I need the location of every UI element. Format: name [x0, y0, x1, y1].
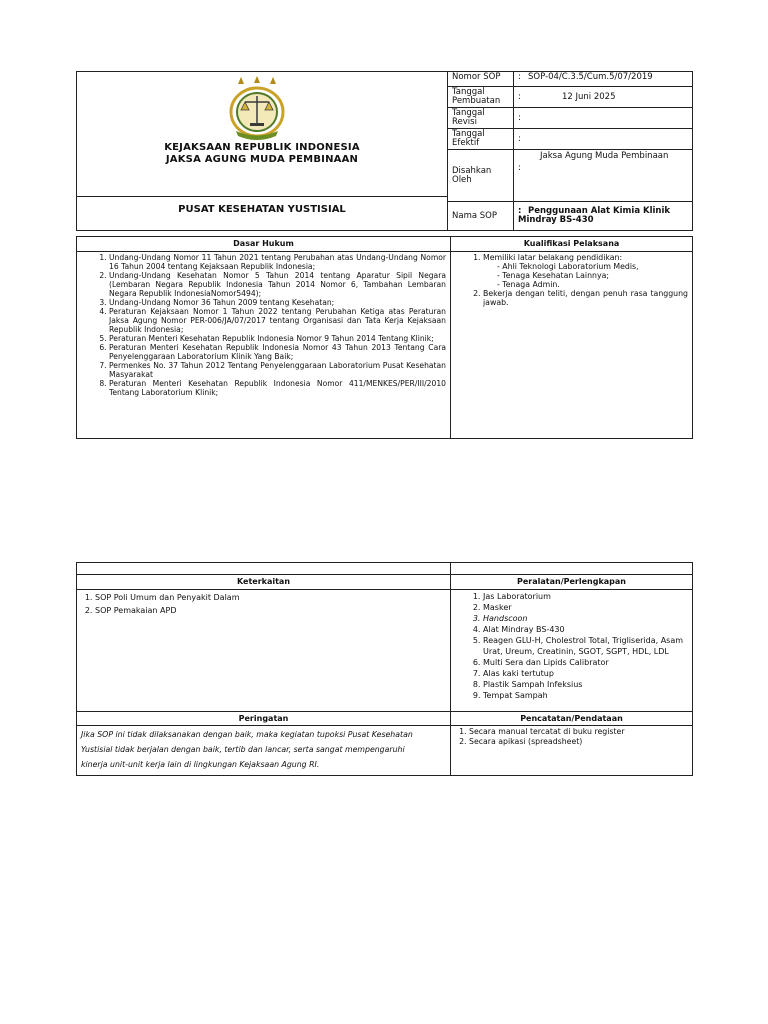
field-label-disahkan-oleh: Disahkan Oleh	[448, 150, 514, 202]
list-item: 2. Masker	[483, 602, 688, 613]
list-item: 8. Plastik Sampah Infeksius	[483, 679, 688, 690]
legal-basis-table	[76, 236, 693, 439]
related-info-table	[76, 562, 693, 776]
list-item: 1. Jas Laboratorium	[483, 591, 688, 602]
peringatan-header: Peringatan	[77, 711, 451, 726]
unit-name-divider	[76, 196, 448, 197]
list-item: 1. Secara manual tercatat di buku register	[469, 727, 688, 737]
keterkaitan-list-cell	[77, 589, 451, 711]
list-item: 5. Reagen GLU-H, Cholestrol Total, Trigliserida, Asam Urat, Ureum, Creatinin, SGOT, SGPT, HDL, LDL	[483, 635, 688, 657]
list-item: 7. Permenkes No. 37 Tahun 2012 Tentang Penyelenggaraan Laboratorium Pusat Kesehatan Masyarakat	[109, 361, 446, 379]
list-item: 9. Tempat Sampah	[483, 690, 688, 701]
field-label-nomor-sop: Nomor SOP	[448, 72, 514, 87]
pencatatan-list-cell	[451, 726, 693, 776]
list-item: - Tenaga Admin.	[497, 280, 688, 289]
peralatan-header: Peralatan/Perlengkapan	[451, 575, 693, 590]
list-item: 1. SOP Poli Umum dan Penyakit Dalam	[95, 591, 446, 604]
field-label-tanggal-efektif: Tanggal Efektif	[448, 129, 514, 150]
kualifikasi-list-cell	[451, 252, 693, 439]
pencatatan-header: Pencatatan/Pendataan	[451, 711, 693, 726]
field-value-tanggal-efektif: :	[514, 129, 693, 150]
field-value-tanggal-revisi: :	[514, 108, 693, 129]
peringatan-text: Jika SOP ini tidak dilaksanakan dengan baik, maka kegiatan tupoksi Pusat Kesehatan Yustisial tidak berjalan dengan baik, tertib dan lancar, serta sangat mempengaruhi kinerja unit-unit kerja lain di lingkungan Kejaksaan Agung RI.	[77, 726, 451, 776]
list-item: 6. Multi Sera dan Lipids Calibrator	[483, 657, 688, 668]
list-item: 6. Peraturan Menteri Kesehatan Republik Indonesia Nomor 43 Tahun 2013 Tentang Cara Penyelenggaraan Laboratorium Klinik Yang Baik;	[109, 343, 446, 361]
list-item: - Tenaga Kesehatan Lainnya;	[497, 271, 688, 280]
list-item: 2. Secara apikasi (spreadsheet)	[469, 737, 688, 747]
list-item: 2. Undang-Undang Kesehatan Nomor 5 Tahun 2014 tentang Aparatur Sipil Negara (Lembaran Negara Republik Indonesia Tahun 2014 Nomor 6, Tambahan Lembaran Negara Republik IndonesiaNomor5494);	[109, 271, 446, 298]
field-value-disahkan-oleh: Jaksa Agung Muda Pembinaan :	[514, 150, 693, 202]
list-item: 1. Memiliki latar belakang pendidikan: - Ahli Teknologi Laboratorium Medis, - Tenaga Kesehatan Lainnya; - Tenaga Admin.	[483, 253, 688, 289]
list-item: 4. Alat Mindray BS-430	[483, 624, 688, 635]
kualifikasi-header: Kualifikasi Pelaksana	[451, 237, 693, 252]
list-item: 4. Peraturan Kejaksaan Nomor 1 Tahun 2022 tentang Perubahan Ketiga atas Peraturan Jaksa Agung Nomor PER-006/JA/07/2017 tentang Organisasi dan Tata Kerja Kejaksaan Republik Indonesia;	[109, 307, 446, 334]
field-label-tanggal-pembuatan: Tanggal Pembuatan	[448, 87, 514, 108]
field-value-nomor-sop: : SOP-04/C.3.5/Cum.5/07/2019	[514, 72, 693, 87]
list-item: - Ahli Teknologi Laboratorium Medis,	[497, 262, 688, 271]
dasar-hukum-header: Dasar Hukum	[77, 237, 451, 252]
division-name: JAKSA AGUNG MUDA PEMBINAAN	[165, 154, 359, 165]
field-label-tanggal-revisi: Tanggal Revisi	[448, 108, 514, 129]
field-value-tanggal-pembuatan: : 12 Juni 2025	[514, 87, 693, 108]
field-label-nama-sop: Nama SOP	[448, 202, 514, 231]
list-item: 5. Peraturan Menteri Kesehatan Republik Indonesia Nomor 9 Tahun 2014 Tentang Klinik;	[109, 334, 446, 343]
list-item: 2. Bekerja dengan teliti, dengan penuh rasa tanggung jawab.	[483, 289, 688, 307]
list-item: 8. Peraturan Menteri Kesehatan Republik Indonesia Nomor 411/MENKES/PER/III/2010 Tentang Laboratorium Klinik;	[109, 379, 446, 397]
unit-name: PUSAT KESEHATAN YUSTISIAL	[178, 204, 346, 215]
kejaksaan-emblem-icon	[226, 74, 288, 140]
list-item: 1. Undang-Undang Nomor 11 Tahun 2021 tentang Perubahan atas Undang-Undang Nomor 16 Tahun 2004 tentang Kejaksaan Republik Indonesia;	[109, 253, 446, 271]
list-item: 3. Handscoon	[483, 613, 688, 624]
organization-name: KEJAKSAAN REPUBLIK INDONESIA	[164, 142, 360, 153]
dasar-hukum-list-cell	[77, 252, 451, 439]
list-item: 7. Alas kaki tertutup	[483, 668, 688, 679]
list-item: 3. Undang-Undang Nomor 36 Tahun 2009 tentang Kesehatan;	[109, 298, 446, 307]
peralatan-list-cell	[451, 589, 693, 711]
keterkaitan-header: Keterkaitan	[77, 575, 451, 590]
list-item: 2. SOP Pemakaian APD	[95, 604, 446, 617]
field-value-nama-sop: : Penggunaan Alat Kimia Klinik Mindray BS-430	[514, 202, 693, 231]
